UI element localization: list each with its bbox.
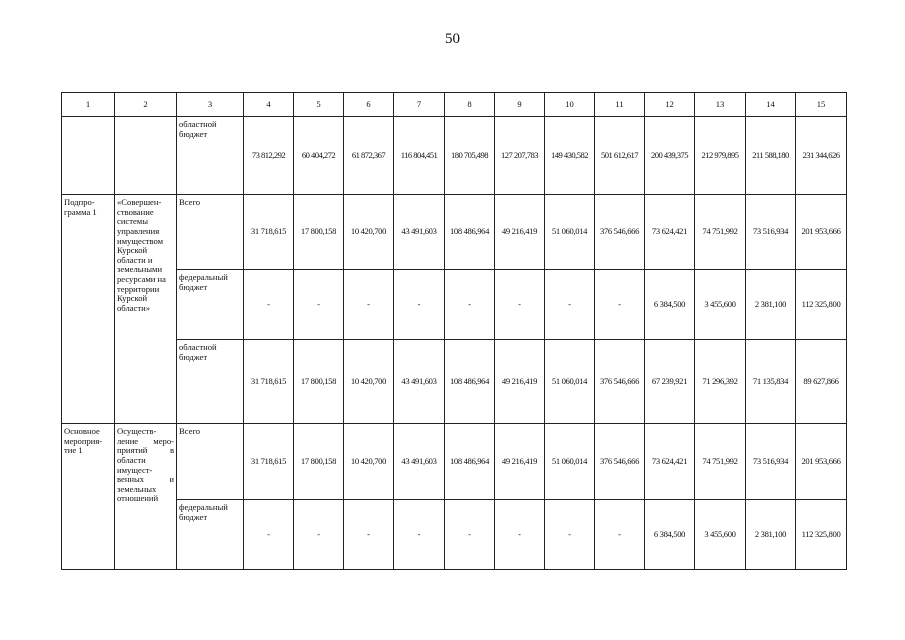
value-cell: 60 404,272 (294, 117, 344, 195)
funding-source-cell: областной бюджет (177, 340, 244, 424)
header-cell: 2 (115, 93, 177, 117)
table-row (62, 117, 847, 195)
value-cell: 17 800,158 (294, 340, 344, 424)
program-type-cell (62, 117, 115, 195)
header-cell: 5 (294, 93, 344, 117)
value-cell: 51 060,014 (545, 340, 595, 424)
header-cell: 1 (62, 93, 115, 117)
header-cell: 14 (746, 93, 796, 117)
value-cell: 108 486,964 (445, 340, 495, 424)
value-cell: - (495, 270, 545, 340)
value-cell: 31 718,615 (244, 340, 294, 424)
value-cell: 3 455,600 (695, 270, 746, 340)
value-cell: - (244, 500, 294, 570)
value-cell: - (495, 500, 545, 570)
value-cell: 376 546,666 (595, 195, 645, 270)
value-cell: 73 812,292 (244, 117, 294, 195)
value-cell: 127 207,783 (495, 117, 545, 195)
value-cell: 17 800,158 (294, 424, 344, 500)
value-cell: 116 804,451 (394, 117, 445, 195)
header-cell: 10 (545, 93, 595, 117)
program-type-cell: Основное мероприя-тие 1 (62, 424, 115, 570)
value-cell: 89 627,866 (796, 340, 847, 424)
value-cell: 73 624,421 (645, 195, 695, 270)
funding-source-cell: областной бюджет (177, 117, 244, 195)
header-cell: 4 (244, 93, 294, 117)
value-cell: 51 060,014 (545, 195, 595, 270)
value-cell: 6 384,500 (645, 500, 695, 570)
program-name-cell: «Совершен-ствование системы управления имуществом Курской области и земельными ресурсами на территории Курской области» (115, 195, 177, 424)
program-type-cell: Подпро-грамма 1 (62, 195, 115, 424)
value-cell: 73 624,421 (645, 424, 695, 500)
value-cell: 17 800,158 (294, 195, 344, 270)
value-cell: 501 612,617 (595, 117, 645, 195)
value-cell: 74 751,992 (695, 195, 746, 270)
table-row (62, 195, 847, 270)
value-cell: - (595, 270, 645, 340)
value-cell: 74 751,992 (695, 424, 746, 500)
value-cell: 231 344,626 (796, 117, 847, 195)
value-cell: - (595, 500, 645, 570)
value-cell: 376 546,666 (595, 340, 645, 424)
funding-source-cell: федеральный бюджет (177, 500, 244, 570)
funding-source-cell: Всего (177, 195, 244, 270)
value-cell: - (294, 500, 344, 570)
value-cell: 108 486,964 (445, 424, 495, 500)
value-cell: 71 296,392 (695, 340, 746, 424)
value-cell: 43 491,603 (394, 195, 445, 270)
value-cell: 31 718,615 (244, 424, 294, 500)
value-cell: 3 455,600 (695, 500, 746, 570)
value-cell: - (244, 270, 294, 340)
value-cell: 112 325,800 (796, 500, 847, 570)
value-cell: - (545, 500, 595, 570)
header-row (62, 93, 847, 117)
budget-table (61, 92, 847, 570)
value-cell: - (394, 500, 445, 570)
value-cell: 31 718,615 (244, 195, 294, 270)
header-cell: 12 (645, 93, 695, 117)
value-cell: 51 060,014 (545, 424, 595, 500)
value-cell: 43 491,603 (394, 340, 445, 424)
value-cell: - (294, 270, 344, 340)
value-cell: 43 491,603 (394, 424, 445, 500)
header-cell: 7 (394, 93, 445, 117)
value-cell: - (344, 270, 394, 340)
value-cell: - (545, 270, 595, 340)
table-row (62, 424, 847, 500)
header-cell: 3 (177, 93, 244, 117)
value-cell: 49 216,419 (495, 340, 545, 424)
value-cell: 201 953,666 (796, 424, 847, 500)
value-cell: 10 420,700 (344, 340, 394, 424)
value-cell: 2 381,100 (746, 270, 796, 340)
value-cell: 211 588,180 (746, 117, 796, 195)
value-cell: 61 872,367 (344, 117, 394, 195)
value-cell: - (344, 500, 394, 570)
table-row (62, 340, 847, 424)
header-cell: 11 (595, 93, 645, 117)
value-cell: - (445, 500, 495, 570)
funding-source-cell: федеральный бюджет (177, 270, 244, 340)
value-cell: 10 420,700 (344, 195, 394, 270)
page-number: 50 (445, 31, 460, 47)
value-cell: - (445, 270, 495, 340)
value-cell: 49 216,419 (495, 424, 545, 500)
value-cell: 200 439,375 (645, 117, 695, 195)
header-cell: 15 (796, 93, 847, 117)
funding-source-cell: Всего (177, 424, 244, 500)
header-cell: 13 (695, 93, 746, 117)
value-cell: 201 953,666 (796, 195, 847, 270)
value-cell: 10 420,700 (344, 424, 394, 500)
program-name-cell: Осуществ-ление меро-приятий в области имущест-венных и земельных отношений (115, 424, 177, 570)
value-cell: 212 979,895 (695, 117, 746, 195)
value-cell: 149 430,582 (545, 117, 595, 195)
table-row (62, 270, 847, 340)
value-cell: 67 239,921 (645, 340, 695, 424)
value-cell: 73 516,934 (746, 424, 796, 500)
program-name-cell (115, 117, 177, 195)
value-cell: 2 381,100 (746, 500, 796, 570)
value-cell: - (394, 270, 445, 340)
value-cell: 112 325,800 (796, 270, 847, 340)
value-cell: 6 384,500 (645, 270, 695, 340)
value-cell: 376 546,666 (595, 424, 645, 500)
value-cell: 108 486,964 (445, 195, 495, 270)
header-cell: 6 (344, 93, 394, 117)
value-cell: 180 705,498 (445, 117, 495, 195)
table-row (62, 500, 847, 570)
value-cell: 73 516,934 (746, 195, 796, 270)
header-cell: 9 (495, 93, 545, 117)
value-cell: 49 216,419 (495, 195, 545, 270)
header-cell: 8 (445, 93, 495, 117)
value-cell: 71 135,834 (746, 340, 796, 424)
